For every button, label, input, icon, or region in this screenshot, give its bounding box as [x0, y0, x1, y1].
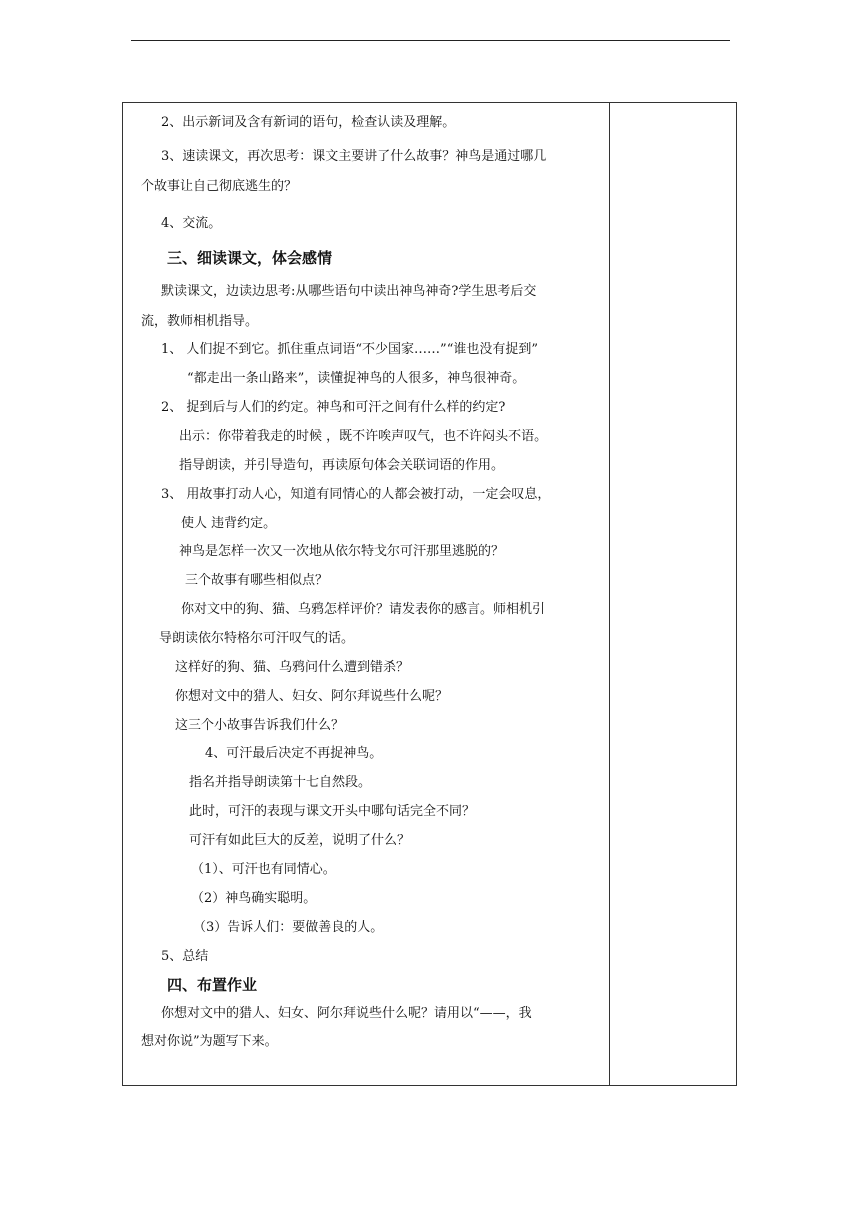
silent-reading-prompt-cont: 流，教师相机指导。 — [141, 314, 259, 329]
point-4-guide: 指名并指导朗读第十七自然段。 — [189, 775, 372, 790]
header-rule — [131, 40, 730, 41]
answer-1: （1）、可汗也有同情心。 — [191, 862, 336, 877]
point-2-quote: 出示：你带着我走的时候 ，既不许唉声叹气，也不许闷头不语。 — [179, 429, 548, 444]
point-4-question-2: 可汗有如此巨大的反差，说明了什么？ — [189, 833, 411, 848]
point-2-guide: 指导朗读，并引导造句，再读原句体会关联词语的作用。 — [179, 458, 505, 473]
answer-3: （3）告诉人们：要做善良的人。 — [193, 920, 384, 935]
question-similarity: 三个故事有哪些相似点？ — [185, 573, 329, 588]
section-3-heading: 三、细读课文，体会感情 — [167, 249, 333, 267]
answer-2: （2）神鸟确实聪明。 — [191, 891, 317, 906]
question-lesson: 这三个小故事告诉我们什么？ — [175, 718, 345, 733]
homework-prompt-cont: 想对你说”为题写下来。 — [141, 1034, 278, 1049]
question-killed: 这样好的狗、猫、乌鸦问什么遭到错杀？ — [175, 660, 410, 675]
point-4: 4、可汗最后决定不再捉神鸟。 — [205, 746, 383, 761]
lesson-table — [122, 102, 737, 1086]
step-3-speed-read: 3、速读课文，再次思考：课文主要讲了什么故事？神鸟是通过哪几 — [161, 149, 547, 164]
step-2-new-words: 2、出示新词及含有新词的语句，检查认读及理解。 — [161, 115, 456, 130]
step-5-summary: 5、总结 — [161, 949, 209, 964]
column-divider — [609, 103, 610, 1085]
point-1-cont: “都走出一条山路来”，读懂捉神鸟的人很多，神鸟很神奇。 — [187, 371, 526, 386]
silent-reading-prompt: 默读课文，边读边思考:从哪些语句中读出神鸟神奇?学生思考后交 — [161, 284, 537, 299]
point-2: 2、 捉到后与人们的约定。神鸟和可汗之间有什么样的约定? — [161, 400, 506, 415]
question-evaluate: 你对文中的狗、猫、乌鸦怎样评价？请发表你的感言。师相机引 — [181, 602, 546, 617]
question-evaluate-cont: 导朗读依尔特格尔可汗叹气的话。 — [159, 631, 355, 646]
point-3: 3、 用故事打动人心，知道有同情心的人都会被打动，一定会叹息， — [161, 487, 551, 502]
step-4-discuss: 4、交流。 — [161, 216, 222, 231]
point-4-question: 此时，可汗的表现与课文开头中哪句话完全不同？ — [189, 804, 476, 819]
question-say: 你想对文中的猎人、妇女、阿尔拜说些什么呢？ — [175, 689, 449, 704]
section-4-heading: 四、布置作业 — [167, 976, 258, 994]
point-1: 1、 人们捉不到它。抓住重点词语“不少国家……”“谁也没有捉到” — [161, 342, 538, 357]
homework-prompt: 你想对文中的猎人、妇女、阿尔拜说些什么呢？请用以“——，我 — [161, 1006, 532, 1021]
point-3-cont: 使人 违背约定。 — [181, 516, 277, 531]
step-3-speed-read-cont: 个故事让自己彻底逃生的？ — [141, 179, 298, 194]
question-escape: 神鸟是怎样一次又一次地从依尔特戈尔可汗那里逃脱的？ — [179, 544, 505, 559]
